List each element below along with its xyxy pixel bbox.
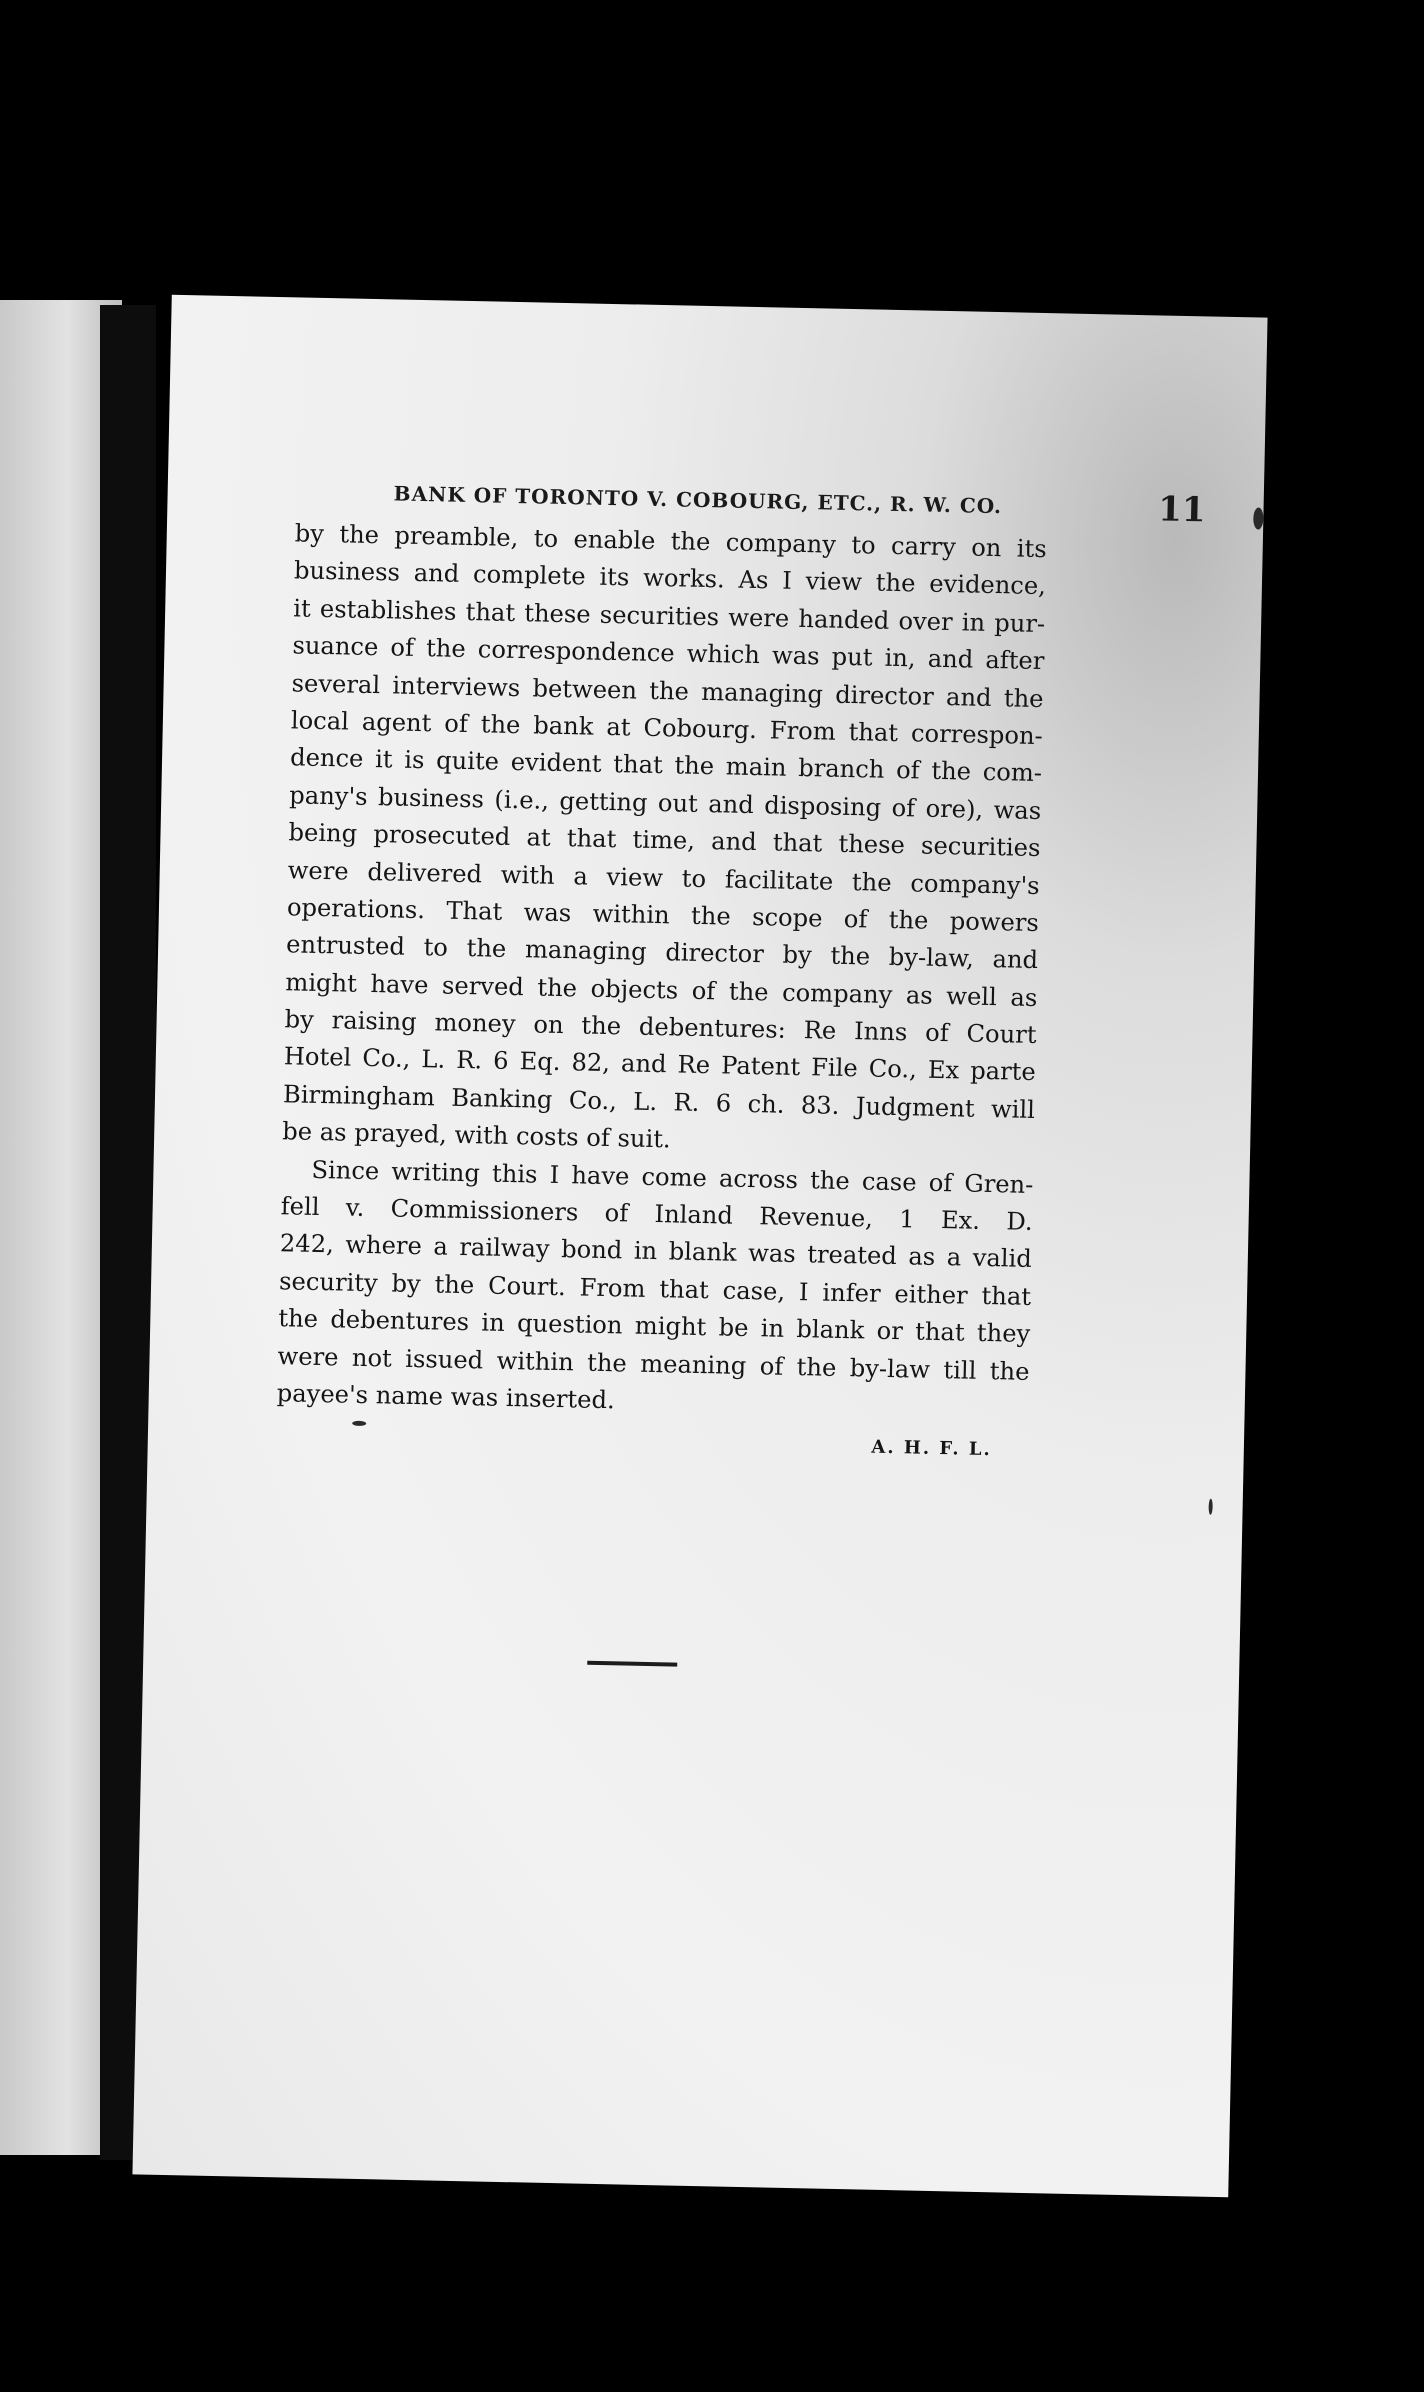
text-line: pany's business (i.e., getting out and disposing of ore), was [289,781,1042,825]
text-line: 242, where a railway bond in blank was treated as a valid [279,1229,1033,1274]
paper-speck [352,1421,366,1426]
text-line: payee's name was inserted. [276,1379,615,1415]
text-line: suance of the correspondence which was put in, and after [292,631,1045,676]
text-line: might have served the objects of the company as well as [285,967,1038,1012]
text-line: operations. That was within the scope of the powers [286,893,1040,937]
text-line: be as prayed, with costs of suit. [282,1117,671,1154]
paragraph-2 [276,1151,1033,1428]
book-page [132,295,1267,2198]
text-line: Hotel Co., L. R. 6 Eq. 82, and Re Patent File Co., Ex parte [283,1042,1037,1087]
running-head-title: BANK OF TORONTO V. COBOURG, ETC., R. W. CO. [393,481,1003,519]
author-initials: A. H. F. L. [871,1437,993,1461]
page-number: 11 [1157,489,1206,531]
text-line: business and complete its works. As I view the evidence, [293,556,1047,601]
text-line: it establishes that these securities were handed over in pur- [292,594,1046,638]
text-line: the debentures in question might be in blank or that they [278,1304,1031,1349]
text-line: by raising money on the debentures: Re Inns of Court [284,1005,1037,1050]
text-line: security by the Court. From that case, I infer either that [278,1267,1032,1311]
section-end-rule [587,1661,677,1667]
text-line: were delivered with a view to facilitate the company's [287,855,1040,900]
paper-speck [1208,1499,1212,1515]
text-line: being prosecuted at that time, and that these securities [288,818,1041,863]
text-line: fell v. Commissioners of Inland Revenue, 1 Ex. D. [280,1192,1033,1236]
paper-speck [1253,507,1263,529]
text-line: dence it is quite evident that the main branch of the com- [289,743,1043,788]
text-line: were not issued within the meaning of the by-law till the [277,1341,1030,1386]
text-line: by the preamble, to enable the company to carry on its [294,519,1047,564]
paragraph-1 [282,515,1047,1166]
text-line: Birmingham Banking Co., L. R. 6 ch. 83. Judgment will [282,1080,1036,1124]
text-line: entrusted to the managing director by the by-law, and [285,930,1039,975]
body-text [276,515,1047,1469]
text-line: Since writing this I have come across the case of Gren- [311,1155,1034,1199]
text-line: local agent of the bank at Cobourg. From that correspon- [290,706,1044,751]
text-line: several interviews between the managing director and the [291,668,1044,713]
